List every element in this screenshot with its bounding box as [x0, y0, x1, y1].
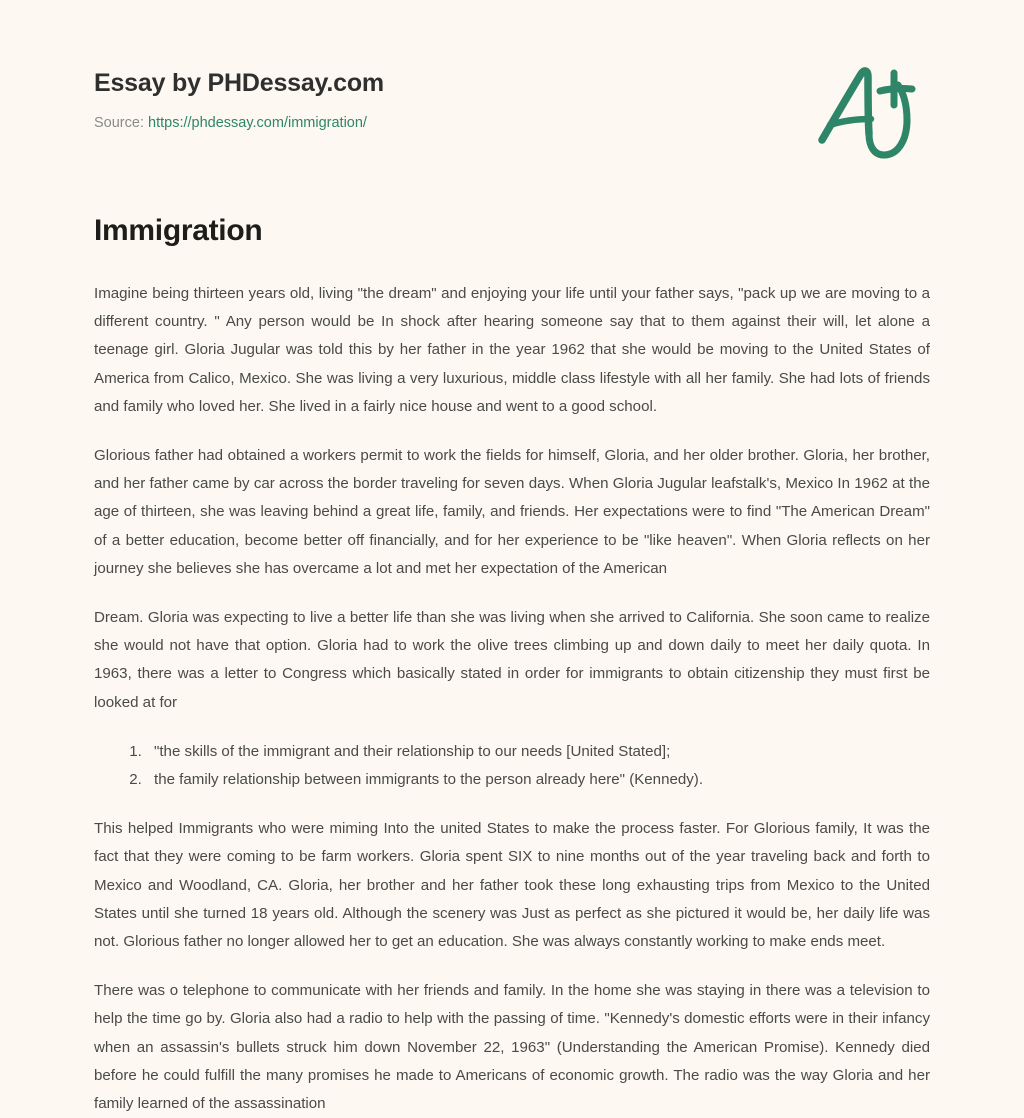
source-url-link[interactable]: https://phdessay.com/immigration/: [148, 115, 367, 131]
list-item: 2. the family relationship between immigrants to the person already here" (Kennedy).: [146, 766, 930, 794]
source-label: Source:: [94, 115, 144, 131]
aplus-logo[interactable]: [812, 58, 932, 178]
paragraph-1: Imagine being thirteen years old, living "the dream" and enjoying your life until your father says, "pack up we are moving to a different country. " Any person would be In shock after hearing someone say that to them against their will, let alone a teenage girl. Gloria Jugular was told this by her father in the year 1962 that she would be moving to the United States of America from Calico, Mexico. She was living a very luxurious, middle class lifestyle with all her family. She had lots of friends and family who loved her. She lived in a fairly nice house and went to a good school.: [94, 285, 930, 415]
page-header: [0, 0, 1024, 190]
paragraph-3: Dream. Gloria was expecting to live a better life than she was living when she arrived to California. She soon came to realize she would not have that option. Gloria had to work the olive trees climbing up and down daily to meet her daily quota. In 1963, there was a letter to Congress which basically stated in order for immigrants to obtain citizenship they must first be looked at for: [94, 609, 930, 711]
list-item: 1. "the skills of the immigrant and their relationship to our needs [United Stated];: [146, 738, 930, 766]
page-title: Immigration: [94, 214, 263, 247]
aplus-logo-icon: [812, 58, 932, 178]
source-line: [94, 115, 384, 131]
paragraph-4: This helped Immigrants who were miming Into the united States to make the process faster. For Glorious family, It was the fact that they were coming to be farm workers. Gloria spent SIX to nine months out of the year traveling back and forth to Mexico and Woodland, CA. Gloria, her brother and her father took these long exhausting trips from Mexico to the United States until she turned 18 years old. Although the scenery was Just as perfect as she pictured it would be, her daily life was not. Glorious father no longer allowed her to get an education. She was always constantly working to make ends meet.: [94, 820, 930, 951]
paragraph-5: There was o telephone to communicate with her friends and family. In the home she was staying in there was a television to help the time go by. Gloria also had a radio to help with the passing of time. "Kennedy's domestic efforts were in their infancy when an assassin's bullets struck him down November 22, 1963" (Understanding the American Promise). Kennedy died before he could fulfill the many promises he made to Americans of economic growth. The radio was the way Gloria and her family learned of the assassination: [94, 982, 930, 1113]
article-body: [94, 213, 930, 1118]
brand-block: [94, 68, 384, 131]
brand-title: Essay by PHDessay.com: [94, 69, 384, 97]
paragraph-2: Glorious father had obtained a workers permit to work the fields for himself, Gloria, and her older brother. Gloria, her brother, and her father came by car across the border traveling for seven days. When Gloria Jugular leafstalk's, Mexico In 1962 at the age of thirteen, she was leaving behind a great life, family, and friends. Her expectations were to find "The American Dream" of a better education, become better off financially, and for her experience to be "like heaven". When Gloria reflects on her journey she believes she has overcame a lot and met her expectation of the American: [94, 447, 930, 577]
kennedy-criteria-list: [94, 738, 930, 794]
